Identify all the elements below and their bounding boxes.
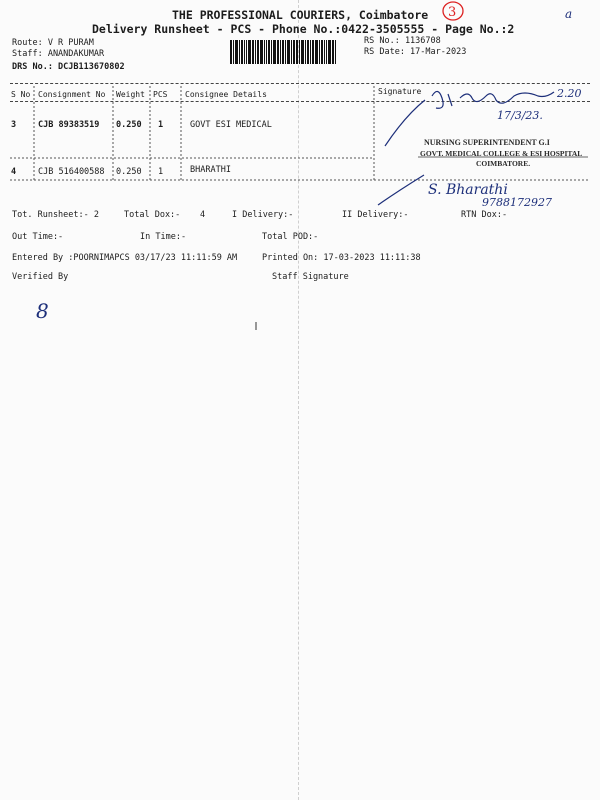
signature-2-phone: 9788172927 — [482, 196, 552, 209]
col-header-consignment: Consignment No — [38, 90, 106, 99]
runsheet-subtitle: Delivery Runsheet - PCS - Phone No.:0422-3505555 - Page No.:2 — [92, 22, 515, 36]
total-dox-label: Total Dox:- — [124, 210, 181, 220]
table-row-1-sno: 3 — [11, 120, 17, 130]
signature-1-time: 2.20 — [557, 87, 582, 100]
out-time: Out Time:- — [12, 232, 64, 242]
table-row-2-consignee: BHARATHI — [190, 165, 231, 175]
verified-handwritten-mark: 8 — [36, 299, 49, 323]
table-row-1-weight: 0.250 — [116, 120, 142, 130]
col-header-pcs: PCS — [153, 90, 168, 99]
col-header-weight: Weight — [116, 90, 145, 99]
drs-number: DRS No.: DCJB113670802 — [12, 62, 125, 72]
in-time: In Time:- — [140, 232, 187, 242]
total-pod: Total POD:- — [262, 232, 319, 242]
table-row-1-consignment: CJB 89383519 — [38, 120, 100, 130]
i-delivery: I Delivery:- — [232, 210, 294, 220]
table-row-1-consignee: GOVT ESI MEDICAL — [190, 120, 272, 130]
rs-number: RS No.: 1136708 — [364, 36, 441, 46]
entered-by: Entered By :POORNIMAPCS 03/17/23 11:11:59 AM — [12, 253, 238, 263]
stamp-line-3: COIMBATORE. — [476, 159, 531, 168]
table-row-1-pcs: 1 — [158, 120, 164, 130]
stamp-line-2: GOVT. MEDICAL COLLEGE & ESI HOSPITAL — [420, 149, 583, 158]
verified-mark-layer — [0, 0, 600, 360]
printed-on: Printed On: 17-03-2023 11:11:38 — [262, 253, 421, 263]
total-dox-value: 4 — [200, 210, 206, 220]
signature-1-date: 17/3/23. — [497, 109, 543, 122]
table-row-2-sno: 4 — [11, 167, 17, 177]
tot-runsheet: Tot. Runsheet:- 2 — [12, 210, 99, 220]
table-row-2-consignment: CJB 516400588 — [38, 167, 105, 177]
ii-delivery: II Delivery:- — [342, 210, 409, 220]
company-title: THE PROFESSIONAL COURIERS, Coimbatore — [172, 8, 429, 22]
corner-mark: a — [565, 7, 573, 21]
table-row-2-weight: 0.250 — [116, 167, 142, 177]
stamp-line-1: NURSING SUPERINTENDENT G.I — [424, 138, 550, 147]
col-header-signature: Signature — [378, 87, 422, 96]
table-row-2-pcs: 1 — [158, 167, 164, 177]
signature-2-name: S. Bharathi — [428, 182, 508, 198]
col-header-consignee: Consignee Details — [185, 90, 267, 99]
verified-by: Verified By — [12, 272, 69, 282]
staff-label: Staff: ANANDAKUMAR — [12, 49, 105, 59]
page-number-mark: 3 — [448, 5, 457, 20]
col-header-sno: S No — [11, 90, 31, 99]
rs-date: RS Date: 17-Mar-2023 — [364, 47, 467, 57]
route-label: Route: V R PURAM — [12, 38, 94, 48]
staff-signature: Staff Signature — [272, 272, 349, 282]
rtn-dox: RTN Dox:- — [461, 210, 508, 220]
